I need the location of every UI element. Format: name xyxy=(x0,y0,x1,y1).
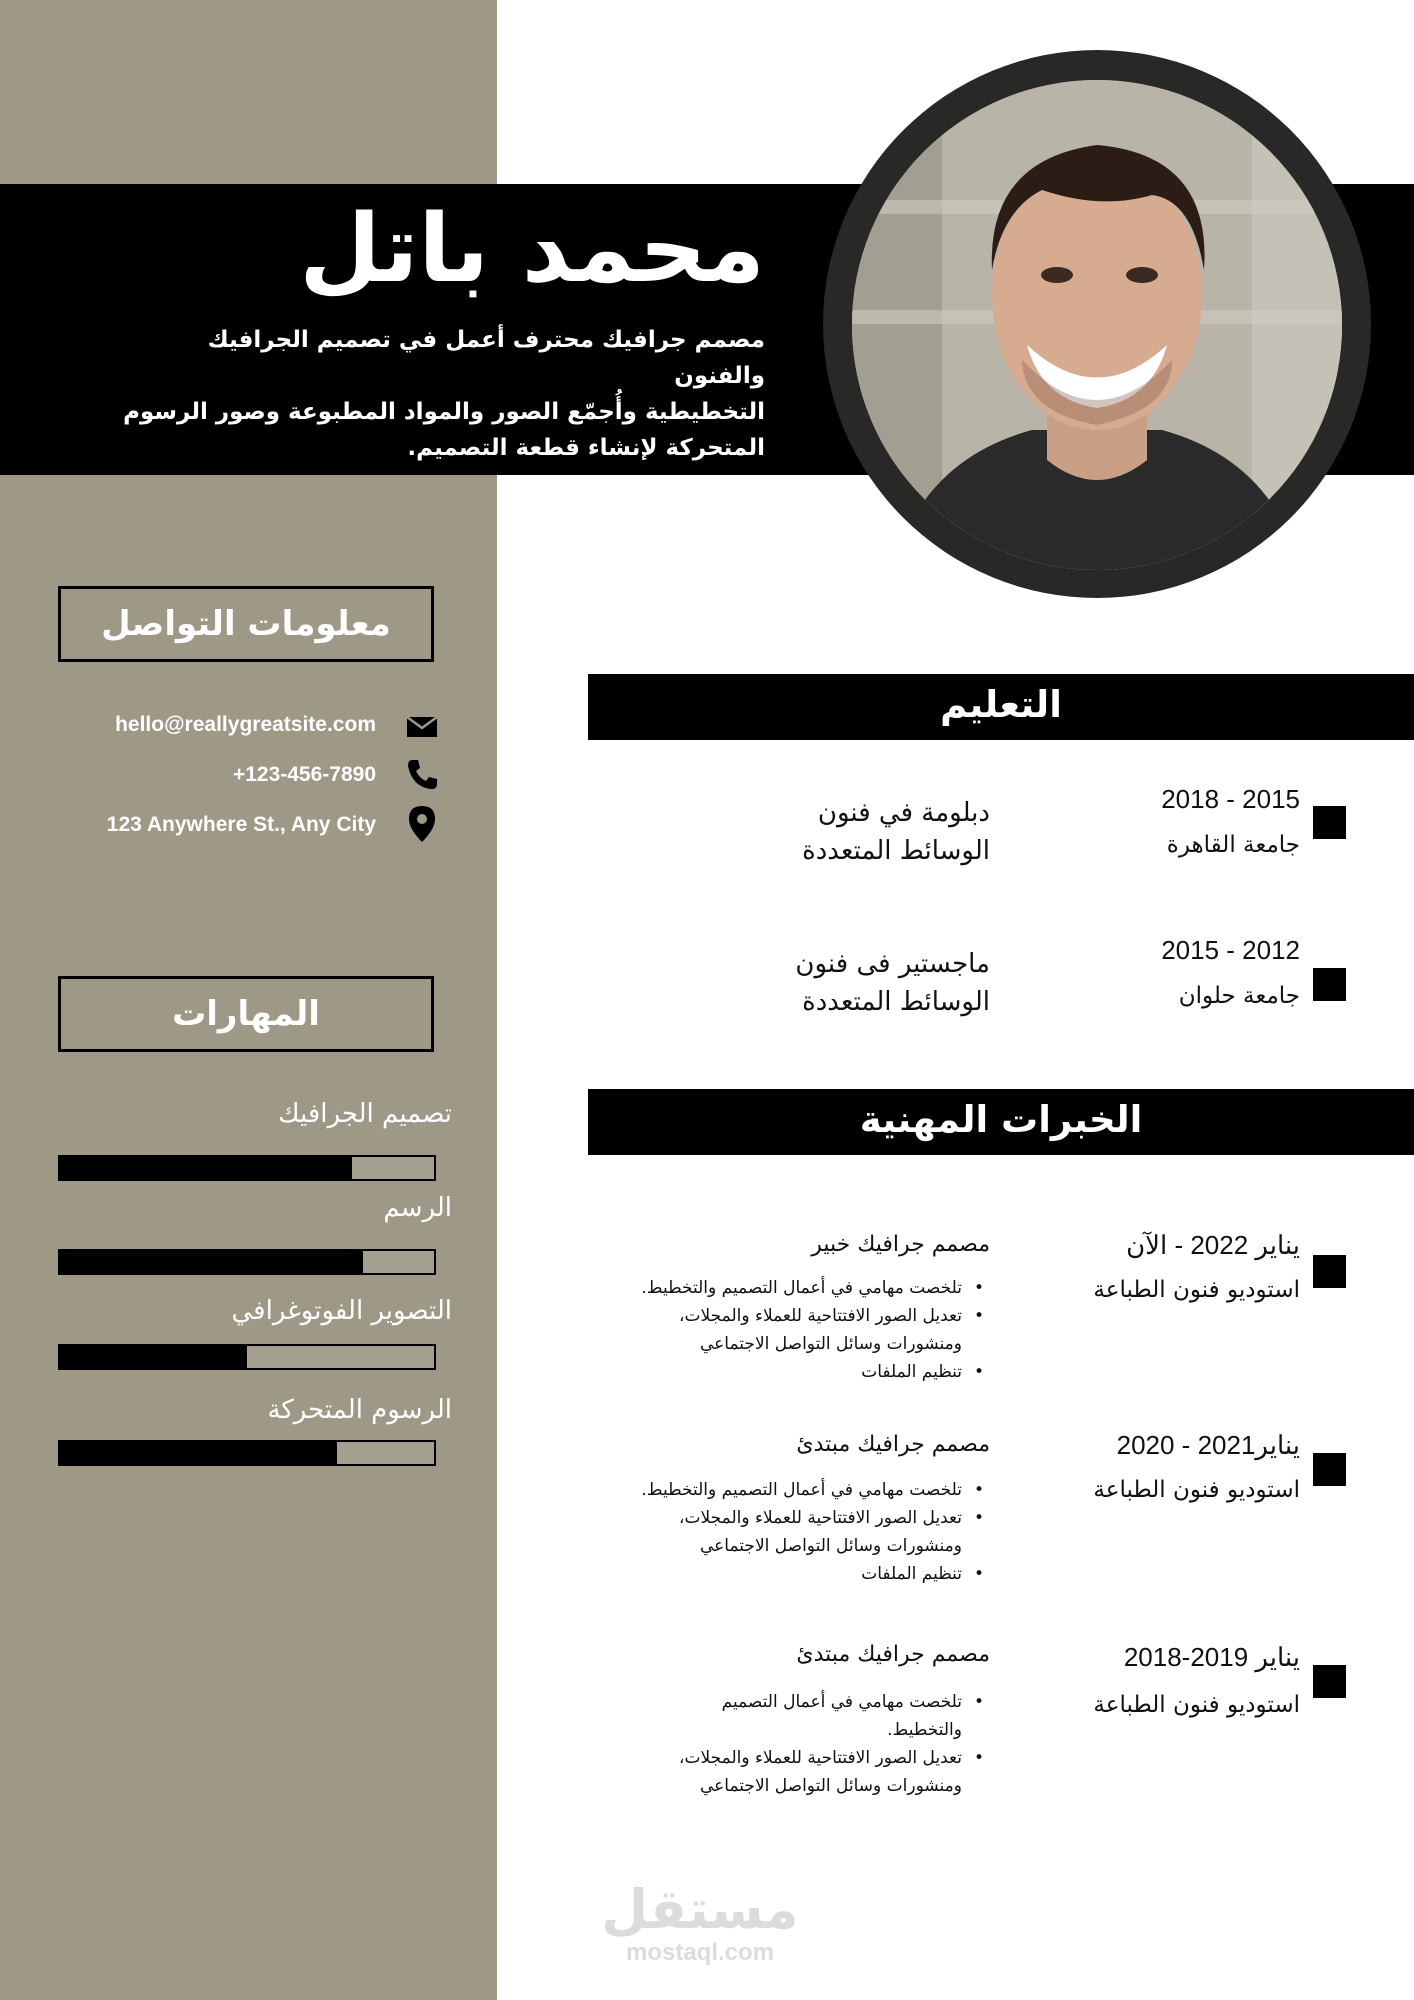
duty-item: • تنظيم الملفات xyxy=(560,1358,962,1386)
contact-section-title: معلومات التواصل xyxy=(58,586,434,662)
skill-bar-fill xyxy=(60,1251,363,1273)
job-period: يناير2021 - 2020 xyxy=(1116,1430,1300,1460)
duty-item: • تلخصت مهامي في أعمال التصميم xyxy=(560,1688,962,1716)
skill-label: الرسم xyxy=(383,1193,452,1223)
contact-email[interactable]: hello@reallygreatsite.com xyxy=(115,713,376,736)
education-title: التعليم xyxy=(940,683,1062,726)
timeline-marker xyxy=(1313,1453,1346,1486)
skills-section-title: المهارات xyxy=(58,976,434,1052)
contact-phone[interactable]: +123-456-7890 xyxy=(232,763,376,786)
location-pin-icon xyxy=(404,804,440,840)
duty-item: • تعديل الصور الافتتاحية للعملاء والمجلات، xyxy=(560,1504,962,1532)
intro-line: مصمم جرافيك محترف أعمل في تصميم الجرافيك والفنون xyxy=(207,327,765,389)
experience-section-header xyxy=(588,1089,1414,1155)
phone-icon xyxy=(404,756,440,792)
profile-photo-illustration xyxy=(852,80,1342,570)
skill-bar-fill xyxy=(60,1346,247,1368)
duty-item: • تلخصت مهامي في أعمال التصميم والتخطيط. xyxy=(560,1476,962,1504)
duty-item: ومنشورات وسائل التواصل الاجتماعي xyxy=(699,1536,962,1556)
intro-line: المتحركة لإنشاء قطعة التصميم. xyxy=(407,435,765,461)
job-company: استوديو فنون الطباعة xyxy=(1093,1692,1300,1718)
degree-line: دبلومة في فنون xyxy=(817,798,990,828)
job-role: مصمم جرافيك خبير xyxy=(811,1232,990,1257)
job-role: مصمم جرافيك مبتدئ xyxy=(796,1642,990,1667)
degree-line: الوسائط المتعددة xyxy=(802,987,990,1017)
degree-line: ماجستير فى فنون xyxy=(795,949,990,979)
experience-title: الخبرات المهنية xyxy=(859,1098,1143,1141)
education-years: 2012 - 2015 xyxy=(1161,935,1300,965)
job-company: استوديو فنون الطباعة xyxy=(1093,1477,1300,1503)
timeline-marker xyxy=(1313,806,1346,839)
duty-item: والتخطيط. xyxy=(887,1720,962,1740)
watermark-arabic: مستقل xyxy=(601,1878,799,1941)
watermark-latin: mostaql.com xyxy=(625,1939,775,1966)
contact-address: 123 Anywhere St., Any City xyxy=(106,813,376,836)
skill-bar xyxy=(58,1440,436,1466)
skill-bar xyxy=(58,1344,436,1370)
duty-item: • تنظيم الملفات xyxy=(560,1560,962,1588)
education-years: 2015 - 2018 xyxy=(1161,784,1300,814)
skill-label: التصوير الفوتوغرافي xyxy=(231,1296,452,1326)
intro-text xyxy=(110,322,765,466)
intro-line: التخطيطية وأُجمّع الصور والمواد المطبوعة وصور الرسوم xyxy=(123,399,765,425)
skill-bar xyxy=(58,1155,436,1181)
skill-bar-fill xyxy=(60,1157,352,1179)
education-degree xyxy=(700,945,990,1021)
person-name: محمد باتل xyxy=(299,195,765,304)
job-company: استوديو فنون الطباعة xyxy=(1093,1277,1300,1303)
skill-label: الرسوم المتحركة xyxy=(267,1395,452,1425)
duty-item: • تلخصت مهامي في أعمال التصميم والتخطيط. xyxy=(560,1274,962,1302)
duty-item: ومنشورات وسائل التواصل الاجتماعي xyxy=(699,1776,962,1796)
duty-item: • تعديل الصور الافتتاحية للعملاء والمجلات، xyxy=(560,1744,962,1772)
degree-line: الوسائط المتعددة xyxy=(802,836,990,866)
job-duties xyxy=(560,1688,992,1800)
skill-bar xyxy=(58,1249,436,1275)
education-school: جامعة حلوان xyxy=(1178,983,1300,1009)
education-school: جامعة القاهرة xyxy=(1166,832,1300,858)
envelope-icon xyxy=(404,708,440,744)
skill-label: تصميم الجرافيك xyxy=(278,1099,452,1129)
job-duties xyxy=(560,1274,992,1386)
job-period: يناير 2019-2018 xyxy=(1123,1642,1300,1672)
skill-bar-fill xyxy=(60,1442,337,1464)
duty-item: ومنشورات وسائل التواصل الاجتماعي xyxy=(699,1334,962,1354)
timeline-marker xyxy=(1313,1255,1346,1288)
watermark xyxy=(560,1880,840,1966)
duty-item: • تعديل الصور الافتتاحية للعملاء والمجلات، xyxy=(560,1302,962,1330)
profile-photo xyxy=(852,80,1342,570)
job-duties xyxy=(560,1476,992,1588)
timeline-marker xyxy=(1313,968,1346,1001)
timeline-marker xyxy=(1313,1665,1346,1698)
education-degree xyxy=(700,794,990,870)
job-period: يناير 2022 - الآن xyxy=(1126,1230,1300,1260)
education-section-header xyxy=(588,674,1414,740)
job-role: مصمم جرافيك مبتدئ xyxy=(796,1432,990,1457)
